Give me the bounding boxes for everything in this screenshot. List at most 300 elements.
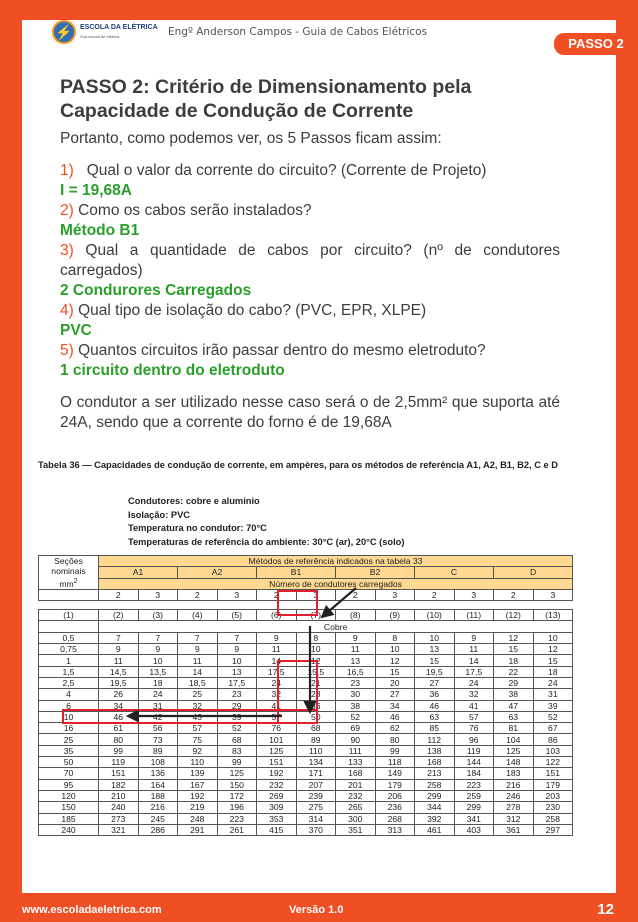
ampacity-cell: 286: [138, 824, 178, 835]
step-2-number: 2): [60, 202, 74, 219]
ampacity-cell: 24: [533, 677, 573, 688]
column-number: (11): [454, 610, 494, 621]
ampacity-cell: 27: [375, 689, 415, 700]
ampacity-cell: 21: [296, 677, 336, 688]
ampacity-cell: 57: [257, 711, 297, 722]
column-number: (12): [494, 610, 534, 621]
ampacity-cell: 370: [296, 824, 336, 835]
ampacity-cell: 144: [454, 757, 494, 768]
ampacity-cell: 179: [533, 779, 573, 790]
column-number: (9): [375, 610, 415, 621]
conductor-count: 2: [99, 589, 139, 600]
ampacity-cell: 299: [454, 802, 494, 813]
step-1-text: Qual o valor da corrente do circuito? (Corrente de Projeto): [86, 162, 487, 179]
ampacity-cell: 15: [415, 655, 455, 666]
ampacity-cell: 192: [178, 790, 218, 801]
ampacity-cell: 12: [494, 632, 534, 643]
ampacity-cell: 46: [415, 700, 455, 711]
page-number: 12: [597, 901, 614, 918]
ampacity-cell: 83: [217, 745, 257, 756]
condition-line: Temperaturas de referência do ambiente: 30°C (ar), 20°C (solo): [128, 536, 405, 547]
section-cell: 25: [39, 734, 99, 745]
ampacity-cell: 206: [375, 790, 415, 801]
sections-header-line1: Seções: [54, 556, 83, 567]
ampacity-cell: 23: [336, 677, 376, 688]
ampacity-cell: 17,5: [454, 666, 494, 677]
ampacity-cell: 69: [336, 723, 376, 734]
section-cell: 6: [39, 700, 99, 711]
ampacity-cell: 32: [178, 700, 218, 711]
ampacity-cell: 171: [296, 768, 336, 779]
ampacity-cell: 41: [257, 700, 297, 711]
section-cell: 2,5: [39, 677, 99, 688]
ampacity-cell: 392: [415, 813, 455, 824]
ampacity-cell: 28: [296, 689, 336, 700]
step-3-number: 3): [60, 242, 74, 259]
ampacity-cell: 223: [217, 813, 257, 824]
ampacity-cell: 8: [375, 632, 415, 643]
conclusion-text: O condutor a ser utilizado nesse caso será o de 2,5mm² que suporta até 24A, sendo que a corrente do forno é de 19,68A: [60, 394, 560, 431]
ampacity-cell: 12: [296, 655, 336, 666]
conductor-count: 2: [257, 589, 297, 600]
ampacity-cell: 86: [533, 734, 573, 745]
ampacity-cell: 119: [99, 757, 139, 768]
ampacity-cell: 196: [217, 802, 257, 813]
ampacity-cell: 361: [494, 824, 534, 835]
column-number: (6): [257, 610, 297, 621]
ampacity-cell: 13,5: [138, 666, 178, 677]
section-cell: 95: [39, 779, 99, 790]
ampacity-cell: 24: [138, 689, 178, 700]
ampacity-cell: 17,5: [257, 666, 297, 677]
column-number: (13): [533, 610, 573, 621]
ampacity-cell: 19,5: [415, 666, 455, 677]
column-number: (10): [415, 610, 455, 621]
ampacity-cell: 13: [415, 644, 455, 655]
section-cell: 16: [39, 723, 99, 734]
section-cell: 120: [39, 790, 99, 801]
logo-name: ESCOLA DA ELÉTRICA: [80, 24, 158, 31]
ampacity-cell: 19,5: [99, 677, 139, 688]
step-4-number: 4): [60, 302, 74, 319]
ampacity-cell: 321: [99, 824, 139, 835]
table-caption: Tabela 36 — Capacidades de condução de corrente, em ampères, para os métodos de referência A1, A2, B1, B2, C e D: [38, 460, 558, 470]
ampacity-cell: 36: [296, 700, 336, 711]
ampacity-cell: 248: [178, 813, 218, 824]
ampacity-cell: 11: [99, 655, 139, 666]
ampacity-cell: 68: [217, 734, 257, 745]
ampacity-cell: 39: [533, 700, 573, 711]
ampacity-cell: 10: [415, 632, 455, 643]
section-cell: 50: [39, 757, 99, 768]
ampacity-cell: 41: [454, 700, 494, 711]
ampacity-cell: 11: [454, 644, 494, 655]
ampacity-cell: 11: [257, 644, 297, 655]
ampacity-cell: 9: [138, 644, 178, 655]
ampacity-cell: 119: [454, 745, 494, 756]
step-3-answer: 2 Condurores Carregados: [60, 282, 252, 299]
ampacity-cell: 50: [296, 711, 336, 722]
ampacity-cell: 42: [138, 711, 178, 722]
condition-line: Isolação: PVC: [128, 509, 191, 520]
step-badge: PASSO 2: [554, 33, 638, 55]
step-2-text: Como os cabos serão instalados?: [78, 202, 312, 219]
ampacity-cell: 15: [533, 655, 573, 666]
ampacity-cell: 103: [533, 745, 573, 756]
sections-header-sup: 2: [73, 577, 78, 586]
ampacity-cell: 25: [178, 689, 218, 700]
version-label: Versão 1.0: [289, 904, 344, 916]
ampacity-cell: 12: [375, 655, 415, 666]
ampacity-cell: 258: [533, 813, 573, 824]
ampacity-cell: 68: [296, 723, 336, 734]
ampacity-cell: 203: [533, 790, 573, 801]
ampacity-cell: 39: [217, 711, 257, 722]
ampacity-cell: 34: [375, 700, 415, 711]
ampacity-cell: 18: [494, 655, 534, 666]
ampacity-cell: 89: [296, 734, 336, 745]
ampacity-cell: 216: [494, 779, 534, 790]
step-5-text: Quantos circuitos irão passar dentro do mesmo eletroduto?: [78, 342, 486, 359]
methods-title: Métodos de referência indicados na tabela 33: [99, 556, 573, 567]
ampacity-cell: 62: [375, 723, 415, 734]
ampacity-cell: 192: [257, 768, 297, 779]
method-header: D: [494, 567, 573, 578]
ampacity-cell: 57: [178, 723, 218, 734]
ampacity-cell: 184: [454, 768, 494, 779]
ampacity-cell: 10: [217, 655, 257, 666]
step-4-text: Qual tipo de isolação do cabo? (PVC, EPR, XLPE): [78, 302, 427, 319]
ampacity-cell: 31: [138, 700, 178, 711]
ampacity-cell: 125: [257, 745, 297, 756]
ampacity-cell: 52: [533, 711, 573, 722]
ampacity-cell: 207: [296, 779, 336, 790]
ampacity-cell: 81: [494, 723, 534, 734]
ampacity-cell: 30: [336, 689, 376, 700]
conductor-count: 3: [296, 589, 336, 600]
ampacity-cell: 29: [494, 677, 534, 688]
ampacity-cell: 38: [494, 689, 534, 700]
ampacity-cell: 167: [178, 779, 218, 790]
ampacity-cell: 182: [99, 779, 139, 790]
ampacity-cell: 85: [415, 723, 455, 734]
ampacity-cell: 273: [99, 813, 139, 824]
ampacity-cell: 9: [454, 632, 494, 643]
ampacity-cell: 20: [375, 677, 415, 688]
ampacity-cell: 15,5: [296, 666, 336, 677]
ampacity-cell: 239: [296, 790, 336, 801]
section-cell: 35: [39, 745, 99, 756]
ampacity-cell: 341: [454, 813, 494, 824]
ampacity-cell: 415: [257, 824, 297, 835]
ampacity-cell: 265: [336, 802, 376, 813]
ampacity-cell: 17,5: [217, 677, 257, 688]
column-number: (5): [217, 610, 257, 621]
ampacity-cell: 168: [415, 757, 455, 768]
ampacity-cell: 47: [494, 700, 534, 711]
ampacity-cell: 7: [178, 632, 218, 643]
ampacity-cell: 13: [217, 666, 257, 677]
conductor-count: 3: [138, 589, 178, 600]
ampacity-cell: 23: [217, 689, 257, 700]
sections-header-line2: nominais: [51, 566, 86, 577]
ampacity-cell: 8: [296, 632, 336, 643]
ampacity-cell: 12: [533, 644, 573, 655]
ampacity-cell: 89: [138, 745, 178, 756]
ampacity-cell: 232: [257, 779, 297, 790]
ampacity-cell: 148: [494, 757, 534, 768]
conductor-count: 2: [494, 589, 534, 600]
ampacity-cell: 90: [336, 734, 376, 745]
step-2-answer: Método B1: [60, 222, 140, 239]
conductor-count: 2: [178, 589, 218, 600]
ampacity-cell: 297: [533, 824, 573, 835]
ampacity-cell: 15: [375, 666, 415, 677]
ampacity-cell: 16,5: [336, 666, 376, 677]
document-header-title: Engº Anderson Campos - Guia de Cabos Elétricos: [168, 26, 428, 38]
column-number: (7): [296, 610, 336, 621]
ampacity-cell: 14: [257, 655, 297, 666]
ampacity-cell: 96: [454, 734, 494, 745]
ampacity-cell: 151: [257, 757, 297, 768]
logo-tagline: Sua escola de elétrica: [80, 34, 120, 39]
ampacity-cell: 99: [217, 757, 257, 768]
method-header: B1: [257, 567, 336, 578]
section-cell: 1,5: [39, 666, 99, 677]
ampacity-cell: 312: [494, 813, 534, 824]
ampacity-cell: 24: [257, 677, 297, 688]
ampacity-cell: 108: [138, 757, 178, 768]
ampacity-cell: 213: [415, 768, 455, 779]
ampacity-cell: 104: [494, 734, 534, 745]
ampacity-cell: 461: [415, 824, 455, 835]
ampacity-cell: 111: [336, 745, 376, 756]
ampacity-cell: 259: [454, 790, 494, 801]
ampacity-cell: 300: [336, 813, 376, 824]
step-5-number: 5): [60, 342, 74, 359]
ampacity-cell: 10: [533, 632, 573, 643]
ampacity-cell: 183: [494, 768, 534, 779]
ampacity-cell: 122: [533, 757, 573, 768]
lightning-bolt-icon: ⚡: [52, 20, 76, 44]
ampacity-cell: 118: [375, 757, 415, 768]
method-header: C: [415, 567, 494, 578]
ampacity-cell: 18: [138, 677, 178, 688]
ampacity-cell: 14: [178, 666, 218, 677]
ampacity-cell: 76: [454, 723, 494, 734]
ampacity-cell: 27: [415, 677, 455, 688]
ampacity-cell: 7: [217, 632, 257, 643]
intro-text: Portanto, como podemos ver, os 5 Passos ficam assim:: [60, 130, 442, 147]
ampacity-cell: 67: [533, 723, 573, 734]
ampacity-cell: 13: [336, 655, 376, 666]
ampacity-cell: 80: [99, 734, 139, 745]
column-number: (4): [178, 610, 218, 621]
ampacity-cell: 151: [533, 768, 573, 779]
ampacity-cell: 230: [533, 802, 573, 813]
sections-header-line3: mm: [59, 578, 74, 589]
condition-line: Temperatura no condutor: 70°C: [128, 523, 267, 533]
ampacity-cell: 223: [454, 779, 494, 790]
column-number: (2): [99, 610, 139, 621]
section-cell: 70: [39, 768, 99, 779]
ampacity-cell: 14,5: [99, 666, 139, 677]
ampacity-cell: 63: [494, 711, 534, 722]
ampacity-cell: 10: [375, 644, 415, 655]
ampacity-cell: 269: [257, 790, 297, 801]
ampacity-cell: 43: [178, 711, 218, 722]
column-number: (3): [138, 610, 178, 621]
ampacity-cell: 151: [99, 768, 139, 779]
ampacity-cell: 34: [99, 700, 139, 711]
ampacity-cell: 403: [454, 824, 494, 835]
ampacity-cell: 99: [99, 745, 139, 756]
ampacity-cell: 61: [99, 723, 139, 734]
ampacity-cell: 139: [178, 768, 218, 779]
ampacity-cell: 26: [99, 689, 139, 700]
section-cell: 1: [39, 655, 99, 666]
ampacity-cell: 80: [375, 734, 415, 745]
ampacity-cell: 245: [138, 813, 178, 824]
ampacity-cell: 353: [257, 813, 297, 824]
ampacity-cell: 46: [99, 711, 139, 722]
ampacity-cell: 258: [415, 779, 455, 790]
ampacity-cell: 56: [138, 723, 178, 734]
ampacity-cell: 164: [138, 779, 178, 790]
ampacity-cell: 9: [178, 644, 218, 655]
section-cell: 0,75: [39, 644, 99, 655]
ampacity-cell: 150: [217, 779, 257, 790]
conductors-title: Número de condutores carregados: [99, 578, 573, 589]
section-cell: 185: [39, 813, 99, 824]
ampacity-cell: 99: [375, 745, 415, 756]
ampacity-cell: 7: [99, 632, 139, 643]
ampacity-cell: 29: [217, 700, 257, 711]
ampacity-cell: 112: [415, 734, 455, 745]
ampacity-cell: 125: [494, 745, 534, 756]
condition-line: Condutores: cobre e alumínio: [128, 496, 260, 506]
ampacity-cell: 73: [138, 734, 178, 745]
ampacity-cell: 232: [336, 790, 376, 801]
ampacity-cell: 351: [336, 824, 376, 835]
ampacity-cell: 9: [336, 632, 376, 643]
ampacity-cell: 125: [217, 768, 257, 779]
ampacity-cell: 9: [257, 632, 297, 643]
ampacity-cell: 92: [178, 745, 218, 756]
ampacity-cell: 313: [375, 824, 415, 835]
ampacity-cell: 52: [217, 723, 257, 734]
ampacity-cell: 110: [296, 745, 336, 756]
ampacity-cell: 246: [494, 790, 534, 801]
method-header: B2: [336, 567, 415, 578]
ampacity-cell: 9: [217, 644, 257, 655]
ampacity-cell: 291: [178, 824, 218, 835]
ampacity-cell: 15: [494, 644, 534, 655]
conductor-count: 3: [454, 589, 494, 600]
step-4-answer: PVC: [60, 322, 92, 339]
ampacity-cell: 138: [415, 745, 455, 756]
ampacity-cell: 201: [336, 779, 376, 790]
ampacity-cell: 299: [415, 790, 455, 801]
conductor-count: 3: [533, 589, 573, 600]
ampacity-cell: 75: [178, 734, 218, 745]
ampacity-cell: 314: [296, 813, 336, 824]
ampacity-cell: 179: [375, 779, 415, 790]
ampacity-cell: 10: [296, 644, 336, 655]
ampacity-cell: 188: [138, 790, 178, 801]
section-cell: 240: [39, 824, 99, 835]
ampacity-cell: 210: [99, 790, 139, 801]
ampacity-cell: 22: [494, 666, 534, 677]
method-header: A1: [99, 567, 178, 578]
ampacity-cell: 216: [138, 802, 178, 813]
ampacity-cell: 309: [257, 802, 297, 813]
ampacity-cell: 7: [138, 632, 178, 643]
ampacity-cell: 32: [454, 689, 494, 700]
arrow-to-conductors: [322, 588, 356, 617]
ampacity-cell: 11: [178, 655, 218, 666]
ampacity-cell: 9: [99, 644, 139, 655]
ampacity-cell: 36: [415, 689, 455, 700]
ampacity-cell: 24: [454, 677, 494, 688]
section-cell: 4: [39, 689, 99, 700]
ampacity-cell: 10: [138, 655, 178, 666]
ampacity-cell: 52: [336, 711, 376, 722]
ampacity-cell: 268: [375, 813, 415, 824]
ampacity-cell: 261: [217, 824, 257, 835]
ampacity-cell: 110: [178, 757, 218, 768]
ampacity-cell: 14: [454, 655, 494, 666]
ampacity-cell: 18,5: [178, 677, 218, 688]
ampacity-cell: 133: [336, 757, 376, 768]
ampacity-cell: 38: [336, 700, 376, 711]
column-number: (8): [336, 610, 376, 621]
ampacity-cell: 136: [138, 768, 178, 779]
conductor-count: 2: [415, 589, 455, 600]
column-number: (1): [39, 610, 99, 621]
ampacity-cell: 240: [99, 802, 139, 813]
ampacity-cell: 236: [375, 802, 415, 813]
step-1-answer: I = 19,68A: [60, 182, 132, 199]
page-heading: PASSO 2: Critério de Dimensionamento pela Capacidade de Condução de Corrente: [60, 76, 472, 122]
ampacity-cell: 149: [375, 768, 415, 779]
ampacity-cell: 278: [494, 802, 534, 813]
ampacity-cell: 172: [217, 790, 257, 801]
ampacity-cell: 18: [533, 666, 573, 677]
step-1-number: 1): [60, 162, 74, 179]
ampacity-cell: 11: [336, 644, 376, 655]
conductor-count: 2: [336, 589, 376, 600]
ampacity-cell: 344: [415, 802, 455, 813]
ampacity-cell: 219: [178, 802, 218, 813]
ampacity-cell: 101: [257, 734, 297, 745]
step-3-text: Qual a quantidade de cabos por circuito? (nº de condutores carregados): [60, 242, 560, 279]
ampacity-cell: 76: [257, 723, 297, 734]
website-link[interactable]: www.escoladaeletrica.com: [22, 904, 162, 916]
conductor-count: 3: [375, 589, 415, 600]
ampacity-cell: 63: [415, 711, 455, 722]
step-5-answer: 1 circuito dentro do eletroduto: [60, 362, 285, 379]
ampacity-cell: 31: [533, 689, 573, 700]
ampacity-cell: 134: [296, 757, 336, 768]
section-cell: 10: [39, 711, 99, 722]
ampacity-cell: 46: [375, 711, 415, 722]
section-cell: 0,5: [39, 632, 99, 643]
conductor-count: 3: [217, 589, 257, 600]
ampacity-cell: 32: [257, 689, 297, 700]
ampacity-cell: 275: [296, 802, 336, 813]
method-header: A2: [178, 567, 257, 578]
